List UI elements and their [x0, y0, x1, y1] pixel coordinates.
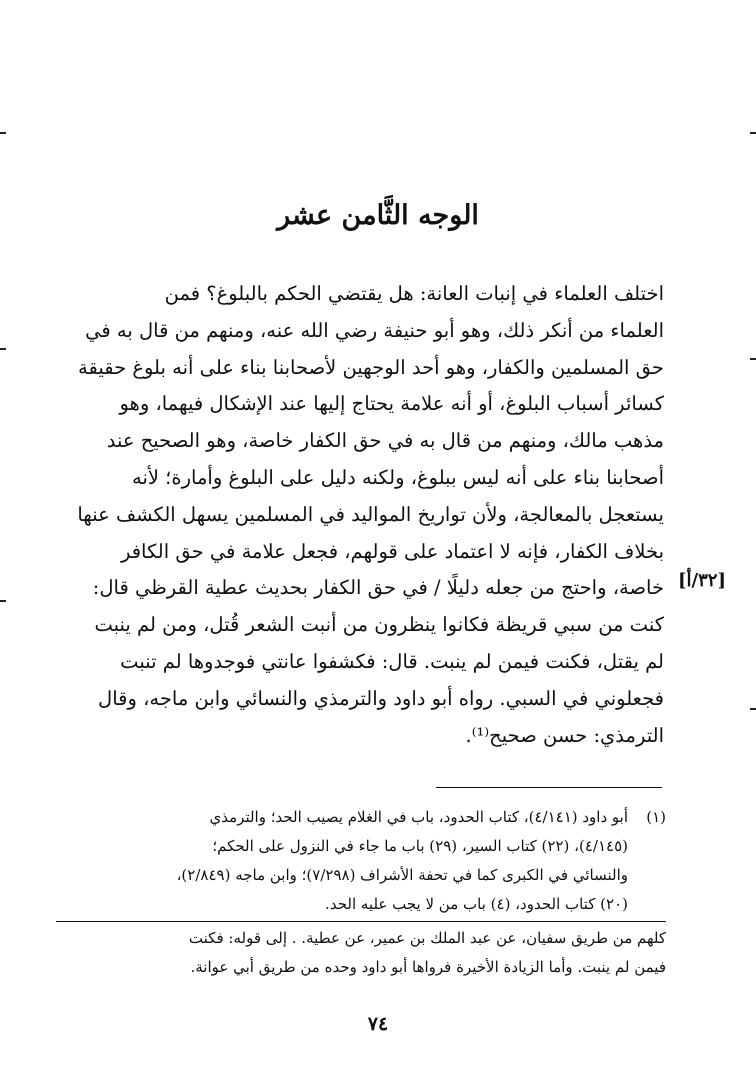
footnote-line: والنسائي في الكبرى كما في تحفة الأشراف (٧/٢٩٨)؛ وابن ماجه (٢/٨٤٩)،: [176, 866, 628, 884]
footnote-line: كلهم من طريق سفيان، عن عبد الملك بن عمير، عن عطية. . إلى قوله: فكنت: [188, 929, 666, 947]
scan-edge-mark: [750, 358, 756, 360]
scan-edge-mark: [750, 132, 756, 134]
body-line: خاصة، واحتج من جعله دليلًا / في حق الكفار بحديث عطية القرظي قال:: [92, 576, 664, 600]
footnote-separator: [436, 787, 662, 788]
body-text: [46, 276, 664, 754]
footnote-line: (٢٠) كتاب الحدود، (٤) باب من لا يجب عليه الحد.: [325, 895, 628, 913]
body-line: اختلف العلماء في إنبات العانة: هل يقتضي الحكم بالبلوغ؟ فمن: [164, 282, 664, 305]
manuscript-folio-marker: [٣٢/أ]: [678, 570, 726, 591]
body-line: العلماء من أنكر ذلك، وهو أبو حنيفة رضي الله عنه، ومنهم من قال به في: [85, 318, 664, 342]
body-line: الترمذي: حسن صحيح⁽¹⁾.: [465, 723, 664, 747]
footnotes: [48, 803, 666, 982]
body-line: فجعلوني في السبي. رواه أبو داود والترمذي والنسائي وابن ماجه، وقال: [98, 686, 664, 710]
body-line: كنت من سبي قريظة فكانوا ينظرون من أنبت الشعر قُتل، ومن لم ينبت: [94, 613, 664, 637]
footnote-line: أبو داود (٤/١٤١)، كتاب الحدود، باب في الغلام يصيب الحد؛ والترمذي: [209, 808, 628, 826]
body-line: لم يقتل، فكنت فيمن لم ينبت. قال: فكشفوا عانتي فوجدوها لم تنبت: [120, 649, 664, 673]
footnote-item: [48, 803, 666, 919]
footnote-body: [48, 803, 628, 919]
body-line: أصحابنا بناء على أنه ليس ببلوغ، ولكنه دليل على البلوغ وأمارة؛ لأنه: [131, 465, 664, 489]
footnote-line: (٤/١٤٥)، (٢٢) كتاب السير، (٢٩) باب ما جاء في النزول على الحكم؛: [212, 837, 628, 855]
page-number: ٧٤: [367, 1013, 389, 1035]
body-line: كسائر أسباب البلوغ، أو أنه علامة يحتاج إليها عند الإشكال فيهما، وهو: [119, 392, 664, 416]
scan-edge-mark: [750, 708, 756, 710]
body-line: يستعجل بالمعالجة، ولأن تواريخ المواليد في المسلمين يسهل الكشف عنها: [77, 502, 664, 526]
body-line: بخلاف الكفار، فإنه لا اعتماد على قولهم، فجعل علامة في حق الكافر: [120, 539, 664, 563]
footnote-number: (١): [646, 808, 666, 826]
footnote-line: فيمن لم ينبت. وأما الزيادة الأخيرة فرواها أبو داود وحده من طريق أبي عوانة.: [190, 958, 666, 976]
page-title: الوجه الثَّامن عشر: [277, 200, 479, 231]
scan-edge-mark: [0, 132, 6, 134]
body-line: مذهب مالك، ومنهم من قال به في حق الكفار خاصة، وهو الصحيح عند: [106, 429, 664, 453]
footnote-continuation: [48, 924, 666, 982]
footnote-inner-divider: [56, 921, 666, 922]
body-line: حق المسلمين والكفار، وهو أحد الوجهين لأصحابنا بناء على أنه بلوغ حقيقة: [78, 355, 664, 379]
scan-edge-mark: [0, 600, 6, 602]
scan-edge-mark: [0, 348, 6, 350]
